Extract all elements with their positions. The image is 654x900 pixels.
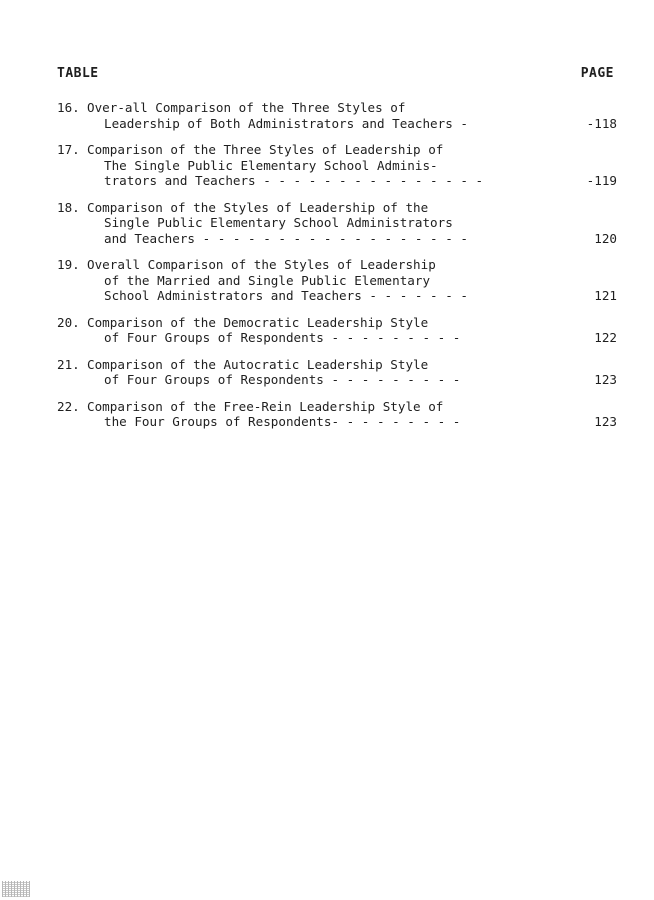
entry-title-line: Comparison of the Styles of Leadership of the xyxy=(87,199,429,215)
entry-number: 18. xyxy=(57,199,80,215)
table-column-header: TABLE xyxy=(57,66,99,81)
entry-page-number: -119 xyxy=(586,173,617,188)
entry-number: 22. xyxy=(57,398,80,414)
entry-title-line: School Administrators and Teachers - - - - - - - xyxy=(104,288,468,303)
entry-number: 21. xyxy=(57,356,80,372)
entry-page-number: 121 xyxy=(594,288,617,303)
toc-entry xyxy=(57,142,617,189)
entry-title-line: of Four Groups of Respondents - - - - - - - - - xyxy=(104,330,461,345)
entry-title-line: and Teachers - - - - - - - - - - - - - - - - - - xyxy=(104,230,468,246)
entry-title-line: the Four Groups of Respondents- - - - - - - - - xyxy=(104,414,461,429)
toc-entry xyxy=(57,200,617,247)
toc-entry xyxy=(57,257,617,304)
entry-title-line: trators and Teachers - - - - - - - - - - - - - - - xyxy=(104,173,484,188)
entry-title-line: of Four Groups of Respondents - - - - - - - - - xyxy=(104,372,461,387)
entry-number: 19. xyxy=(57,257,80,272)
stamp-logo-icon xyxy=(2,881,30,897)
entry-number: 20. xyxy=(57,314,80,330)
toc-entry xyxy=(57,399,617,430)
entry-number: 16. xyxy=(57,100,80,115)
entry-page-number: 122 xyxy=(594,330,617,345)
entry-title-line: Comparison of the Free-Rein Leadership Style of xyxy=(87,398,444,414)
entry-title-line: Over-all Comparison of the Three Styles of xyxy=(87,100,406,115)
toc-entry xyxy=(57,357,617,388)
table-of-contents-list xyxy=(57,100,617,441)
entry-title-line: Comparison of the Three Styles of Leadership of xyxy=(87,142,444,157)
entry-title-line: The Single Public Elementary School Adminis- xyxy=(104,157,438,173)
entry-title-line: of the Married and Single Public Elementary xyxy=(104,272,431,288)
entry-title-line: Overall Comparison of the Styles of Leadership xyxy=(87,257,436,272)
entry-page-number: 123 xyxy=(594,414,617,429)
library-stamp xyxy=(2,877,120,897)
entry-page-number: 123 xyxy=(594,372,617,387)
page-column-header: PAGE xyxy=(580,66,614,81)
entry-page-number: 120 xyxy=(594,230,617,246)
entry-number: 17. xyxy=(57,142,80,157)
entry-title-line: Leadership of Both Administrators and Teachers - xyxy=(104,115,468,131)
entry-title-line: Comparison of the Autocratic Leadership Style xyxy=(87,356,429,372)
toc-entry xyxy=(57,315,617,346)
entry-page-number: -118 xyxy=(586,115,617,131)
entry-title-line: Comparison of the Democratic Leadership Style xyxy=(87,314,429,330)
entry-title-line: Single Public Elementary School Administrators xyxy=(104,215,453,230)
toc-entry xyxy=(57,100,617,131)
